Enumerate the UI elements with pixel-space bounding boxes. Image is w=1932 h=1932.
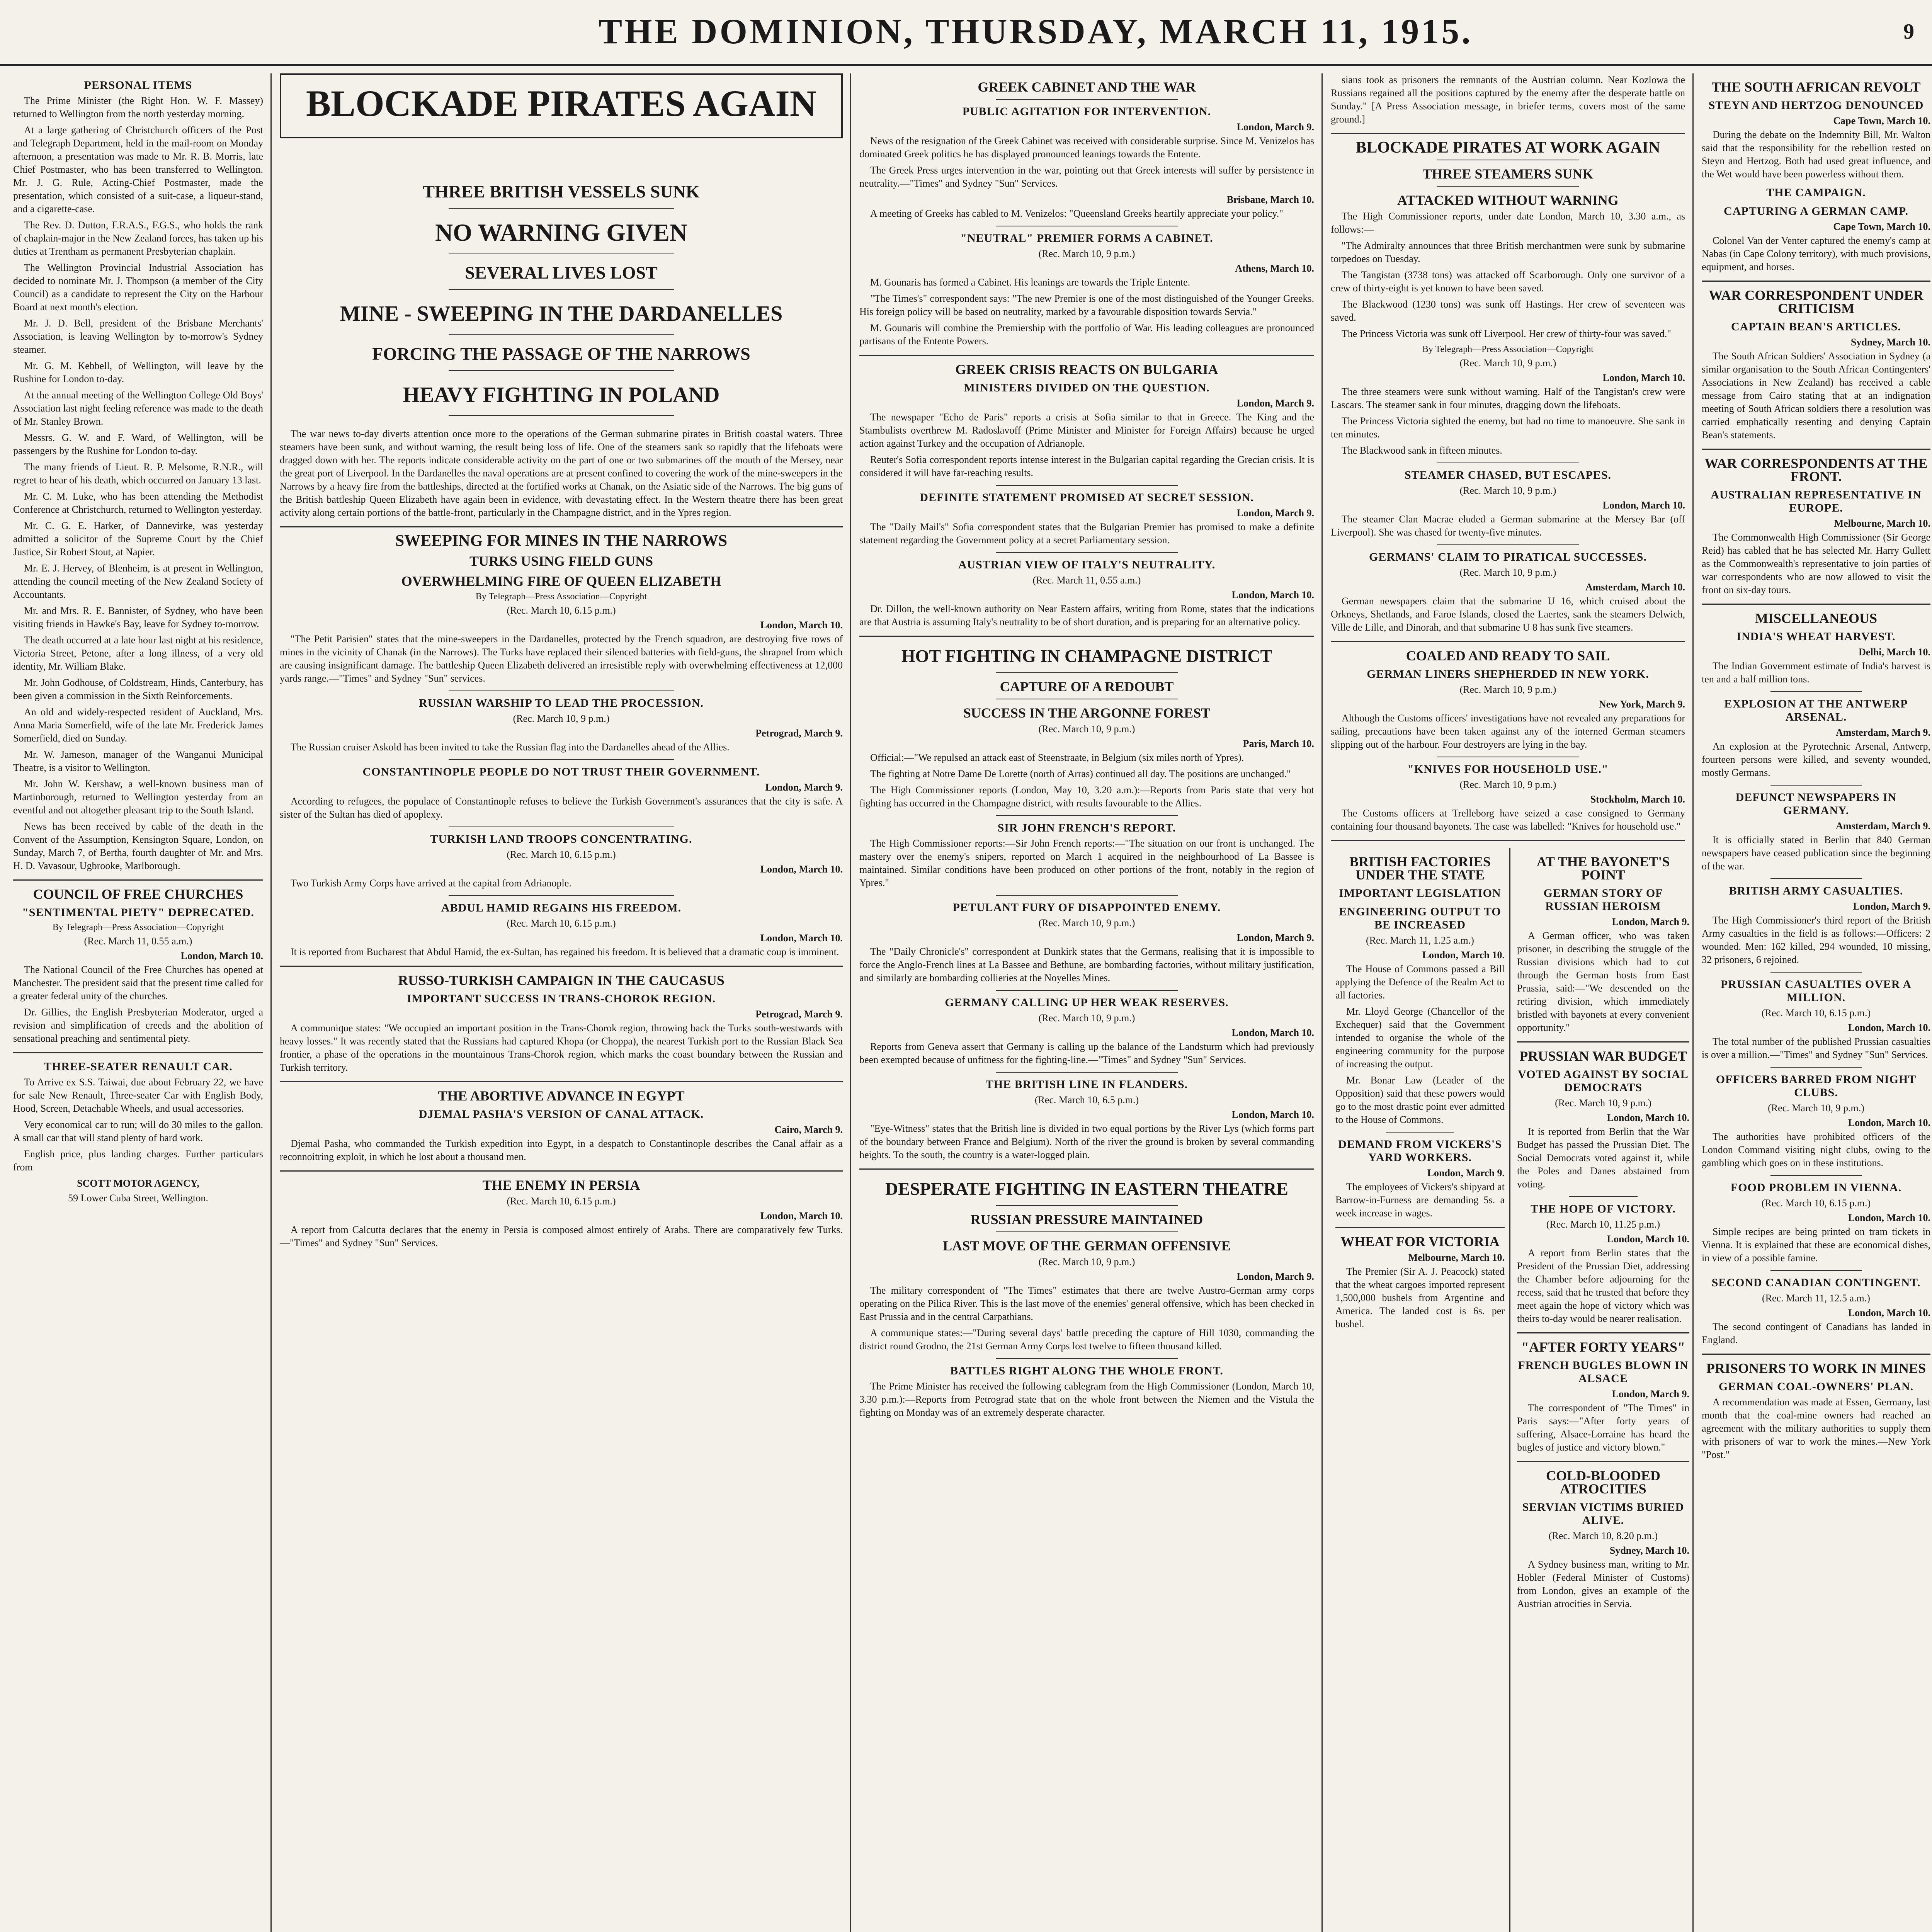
dateline: (Rec. March 10, 9 p.m.) bbox=[1038, 917, 1135, 929]
paragraph: Mr. C. M. Luke, who has been attending the Methodist Conference at Christchurch, returned to Wellington yesterday. bbox=[13, 491, 263, 515]
byline: By Telegraph—Press Association—Copyright bbox=[475, 592, 647, 602]
column-blockade bbox=[274, 73, 848, 1932]
sub-headline: NO WARNING GIVEN bbox=[435, 219, 688, 246]
sub-heading: SUCCESS IN THE ARGONNE FOREST bbox=[963, 705, 1211, 721]
sub-column-right bbox=[1512, 848, 1690, 1932]
dateline: (Rec. March 10, 9 p.m.) bbox=[1768, 1102, 1864, 1114]
ad-heading: THREE-SEATER RENAULT CAR. bbox=[44, 1060, 233, 1073]
article-body: The Princess Victoria was sunk off Liverpool. Her crew of thirty-four was saved." bbox=[1342, 328, 1671, 339]
section-heading: "AFTER FORTY YEARS" bbox=[1521, 1339, 1685, 1355]
item-heading: DEFINITE STATEMENT PROMISED AT SECRET SESSION. bbox=[920, 491, 1254, 504]
place-line: Stockholm, March 10. bbox=[1590, 794, 1685, 805]
section-heading: THE ABORTIVE ADVANCE IN EGYPT bbox=[438, 1088, 685, 1104]
column-rule bbox=[850, 73, 851, 1932]
paragraph: To Arrive ex S.S. Taiwai, due about February 22, we have for sale New Renault, Three-seater Car with English Body, Hood, Screen, Detachable Wheels, and usual accessories. bbox=[13, 1077, 263, 1114]
place-line: London, March 10. bbox=[760, 864, 843, 875]
article-body: It is officially stated in Berlin that 840 German newspapers have ceased publication since the beginning of the war. bbox=[1702, 834, 1930, 872]
paragraph: Mr. G. M. Kebbell, of Wellington, will leave by the Rushine for London to-day. bbox=[13, 360, 263, 384]
article-body: The Premier (Sir A. J. Peacock) stated that the wheat cargoes imported represent 1,500,000 bushels from Argentine and America. The landed cost is 6s. per bushel. bbox=[1335, 1266, 1505, 1330]
paragraph: Mr. C. G. E. Harker, of Dannevirke, was yesterday admitted a solicitor of the Supreme Court by the Chief Justice, Sir Robert Stout, at Napier. bbox=[13, 520, 263, 558]
section-heading: THE SOUTH AFRICAN REVOLT bbox=[1711, 79, 1921, 95]
article-body: A meeting of Greeks has cabled to M. Venizelos: "Queensland Greeks heartily appreciate your policy." bbox=[870, 208, 1283, 219]
item-heading: DEMAND FROM VICKERS'S YARD WORKERS. bbox=[1338, 1138, 1502, 1164]
section-heading: PRUSSIAN WAR BUDGET bbox=[1519, 1048, 1687, 1064]
place-line: London, March 10. bbox=[1422, 949, 1505, 961]
article-body: German newspapers claim that the submarine U 16, which cruised about the Orkneys, Shetlands, and Faroe Islands, closed the Laertes, sank the steamers Delwich, Ville de Lille, and Dinorah, and that submarine U 8 has sunk five steamers. bbox=[1331, 595, 1685, 633]
place-line: London, March 10. bbox=[1231, 589, 1314, 600]
dateline: (Rec. March 10, 9 p.m.) bbox=[1555, 1097, 1651, 1109]
paragraph: Mr. J. D. Bell, president of the Brisbane Merchants' Association, is leaving Wellington by to-morrow's Sydney steamer. bbox=[13, 318, 263, 355]
item-heading: INDIA'S WHEAT HARVEST. bbox=[1736, 630, 1896, 643]
sub-heading: IMPORTANT SUCCESS IN TRANS-CHOROK REGION. bbox=[406, 992, 716, 1005]
dateline: (Rec. March 10, 9 p.m.) bbox=[1038, 1012, 1135, 1024]
sub-heading: CAPTURING A GERMAN CAMP. bbox=[1724, 205, 1908, 218]
section-heading: PERSONAL ITEMS bbox=[84, 79, 192, 92]
sub-heading: DJEMAL PASHA'S VERSION OF CANAL ATTACK. bbox=[418, 1108, 704, 1121]
article-body: The three steamers were sunk without warning. Half of the Tangistan's crew were Lascars. The steamer sank in four minutes, dragging down the lifeboats. bbox=[1331, 386, 1685, 410]
article-body: The High Commissioner reports (London, May 10, 3.20 a.m.):—Reports from Paris state that very hot fighting has occurred in the Champagne district, with results favourable to the Allies. bbox=[859, 784, 1314, 809]
place-line: London, March 9. bbox=[1236, 121, 1314, 133]
paragraph: Mr. and Mrs. R. E. Bannister, of Sydney, who have been visiting friends in Hawke's Bay, leave for Sydney to-morrow. bbox=[13, 605, 263, 629]
item-heading: GERMANS' CLAIM TO PIRATICAL SUCCESSES. bbox=[1369, 551, 1647, 563]
article-body: The High Commissioner's third report of the British Army casualties in the field is as follows:—Officers: 2 wounded. Men: 162 killed, 294 wounded, 10 missing, 32 prisoners, 6 rejoined. bbox=[1702, 915, 1930, 965]
article-body: "The Admiralty announces that three British merchantmen were sunk by submarine torpedoes on Tuesday. bbox=[1331, 240, 1685, 264]
article-body: A communique states:—"During several days' battle preceding the capture of Hill 1030, commanding the district round Grodno, the 21st German Army Corps lost twelve to fifteen thousand killed. bbox=[859, 1327, 1314, 1352]
article-body: The total number of the published Prussian casualties is over a million.—"Times" and Sydney "Sun" Services. bbox=[1702, 1036, 1930, 1060]
article-body: Although the Customs officers' investigations have not revealed any preparations for sailing, precautions have been taken against any of the interned German steamers slipping out of the harbour. Four destroyers are lying in the bay. bbox=[1331, 713, 1685, 750]
place-line: London, March 10. bbox=[1848, 1212, 1930, 1223]
paragraph: At the annual meeting of the Wellington College Old Boys' Association last night feeling reference was made to the death of Mr. Stanley Brown. bbox=[13, 389, 263, 427]
place-line: Brisbane, March 10. bbox=[1226, 194, 1314, 205]
place-line: London, March 10. bbox=[1607, 1112, 1689, 1123]
item-heading: OFFICERS BARRED FROM NIGHT CLUBS. bbox=[1716, 1073, 1917, 1099]
column-rule bbox=[1692, 73, 1694, 1932]
place-line: London, March 9. bbox=[1427, 1167, 1505, 1179]
article-body: It is reported from Bucharest that Abdul Hamid, the ex-Sultan, has regained his freedom. It is believed that a dramatic coup is imminent. bbox=[291, 946, 839, 957]
advertisement bbox=[13, 1076, 263, 1174]
place-line: Cape Town, March 10. bbox=[1833, 221, 1930, 232]
article-body: M. Gounaris will combine the Premiership with the portfolio of War. His leading colleagues are pronounced partisans of the Entente Powers. bbox=[859, 322, 1314, 347]
sub-heading: AUSTRALIAN REPRESENTATIVE IN EUROPE. bbox=[1711, 488, 1922, 514]
item-heading: BRITISH ARMY CASUALTIES. bbox=[1729, 884, 1903, 897]
article-body: The employees of Vickers's shipyard at Barrow-in-Furness are demanding 5s. a week increase in wages. bbox=[1335, 1181, 1505, 1219]
article-body: The newspaper "Echo de Paris" reports a crisis at Sofia similar to that in Greece. The King and the Stambulists overthrew M. Radoslavoff (Prime Minister and Minister for Foreign Affairs) because he urged action against Turkey and the occupation of Adrianople. bbox=[859, 412, 1314, 449]
sub-heading: CAPTURE OF A REDOUBT bbox=[1000, 679, 1174, 694]
section-heading: GREEK CRISIS REACTS ON BULGARIA bbox=[955, 362, 1218, 377]
item-heading: THE CAMPAIGN. bbox=[1766, 186, 1866, 199]
paragraph: Messrs. G. W. and F. Ward, of Wellington, will be passengers by the Rushine for London to-day. bbox=[13, 432, 263, 456]
place-line: London, March 9. bbox=[1236, 507, 1314, 519]
article-body: Simple recipes are being printed on tram tickets in Vienna. It is explained that these are economical dishes, in view of a possible famine. bbox=[1702, 1226, 1930, 1264]
paragraph: The death occurred at a late hour last night at his residence, Victoria Street, Petone, after a long illness, of a very old identity, Mr. William Blake. bbox=[13, 634, 263, 672]
column-personal bbox=[8, 73, 269, 1932]
dateline: (Rec. March 10, 11.25 p.m.) bbox=[1546, 1219, 1660, 1230]
paragraph: English price, plus landing charges. Further particulars from bbox=[13, 1148, 263, 1173]
place-line: Amsterdam, March 9. bbox=[1835, 820, 1930, 832]
section-heading: BLOCKADE PIRATES AT WORK AGAIN bbox=[1355, 139, 1660, 156]
sub-headline: FORCING THE PASSAGE OF THE NARROWS bbox=[372, 344, 750, 364]
sub-heading: PUBLIC AGITATION FOR INTERVENTION. bbox=[962, 105, 1211, 118]
byline: By Telegraph—Press Association—Copyright bbox=[1422, 344, 1594, 354]
place-line: London, March 10. bbox=[1848, 1022, 1930, 1033]
section-heading: COALED AND READY TO SAIL bbox=[1406, 648, 1610, 663]
paragraph: The Wellington Provincial Industrial Association has decided to nominate Mr. J. Thompson (a member of the City Council) as a candidate to represent the City on the Harbour Board at next month's election. bbox=[13, 262, 263, 313]
place-line: Cape Town, March 10. bbox=[1833, 115, 1930, 126]
article-body: A report from Calcutta declares that the enemy in Persia is composed almost entirely of Arabs. There are comparatively few Turks.—"Times" and Sydney "Sun" Services. bbox=[280, 1224, 843, 1248]
dateline: (Rec. March 10, 9 p.m.) bbox=[1038, 1256, 1135, 1267]
article-body: The Commonwealth High Commissioner (Sir George Reid) has cabled that he has selected Mr. Harry Gullett as the Commonwealth's representative to join parties of war correspondents who are now allowed to visit the front on six-day tours. bbox=[1702, 532, 1930, 595]
section-heading: MISCELLANEOUS bbox=[1755, 611, 1878, 626]
article-body: The Customs officers at Trelleborg have seized a case consigned to Germany containing four thousand bayonets. The case was labelled: "Knives for household use." bbox=[1331, 808, 1685, 832]
article-body: Official:—"We repulsed an attack east of Steenstraate, in Belgium (six miles north of Ypres). bbox=[870, 752, 1244, 763]
paragraph: Mr. W. Jameson, manager of the Wanganui Municipal Theatre, is a visitor to Wellington. bbox=[13, 749, 263, 773]
paragraph: The Rev. D. Dutton, F.R.A.S., F.G.S., who holds the rank of chaplain-major in the New Zealand forces, has taken up his duties at Trentham as permanent Presbyterian chaplain. bbox=[13, 219, 263, 257]
sub-heading: THREE STEAMERS SUNK bbox=[1422, 166, 1594, 182]
paragraph: At a large gathering of Christchurch officers of the Post and Telegraph Department, held in the mail-room on Monday afternoon, a presentation was made to Mr. R. B. Morris, late Chief Postmaster, who has been transferred to Wellington. Mr. J. G. Rule, Acting-Chief Postmaster, made the presentation, which consisted of a suit-case, a liqueur-stand, and a cigarette-case. bbox=[13, 124, 263, 214]
section-heading: COUNCIL OF FREE CHURCHES bbox=[33, 886, 243, 902]
article-body: The "Daily Chronicle's" correspondent at Dunkirk states that the Germans, realising that it is impossible to force the Anglo-French lines at La Bassee and Bethune, are bombarding factories, without military justification, and similarly are bombarding collieries at the Noyelles Mines. bbox=[859, 946, 1314, 983]
article-body: The correspondent of "The Times" in Paris says:—"After forty years of suffering, Alsace-Lorraine has heard the bugles of justice and victory blown." bbox=[1517, 1402, 1689, 1453]
item-heading: RUSSIAN WARSHIP TO LEAD THE PROCESSION. bbox=[419, 697, 704, 709]
article-body: The Prime Minister has received the following cablegram from the High Commissioner (London, March 10, 3.30 p.m.):—Reports from Petrograd state that on the whole front between the Niemen and the Vistula the fighting on Monday was of an extremely desperate character. bbox=[859, 1381, 1314, 1418]
dateline: (Rec. March 10, 6.15 p.m.) bbox=[1761, 1197, 1871, 1209]
item-heading: SECOND CANADIAN CONTINGENT. bbox=[1711, 1276, 1921, 1289]
sub-heading: RUSSIAN PRESSURE MAINTAINED bbox=[970, 1212, 1203, 1227]
sub-heading: VOTED AGAINST BY SOCIAL DEMOCRATS bbox=[1518, 1068, 1689, 1094]
dateline: (Rec. March 10, 9 p.m.) bbox=[1038, 248, 1135, 259]
sub-headline: MINE - SWEEPING IN THE DARDANELLES bbox=[340, 302, 783, 326]
place-line: London, March 10. bbox=[1848, 1307, 1930, 1318]
paragraph: News has been received by cable of the death in the Convent of the Assumption, Kensington Square, London, on Sunday, March 7, of Bertha, fourth daughter of Mr. and Mrs. H. D. Vavasour, Ugbrooke, Marlborough. bbox=[13, 821, 263, 871]
article-body: The Indian Government estimate of India's harvest is ten and a half million tons. bbox=[1702, 660, 1930, 685]
ad-address: 59 Lower Cuba Street, Wellington. bbox=[68, 1192, 208, 1204]
paragraph: Mr. E. J. Hervey, of Blenheim, is at present in Wellington, attending the council meeting of the New Zealand Society of Accountants. bbox=[13, 563, 263, 600]
place-line: London, March 10. bbox=[1231, 1027, 1314, 1038]
section-heading: AT THE BAYONET'S POINT bbox=[1536, 854, 1670, 883]
article-body: Dr. Dillon, the well-known authority on Near Eastern affairs, writing from Rome, states that the indications are that Austria is assuming Italy's neutrality to be of short duration, and is preparing for an alternative policy. bbox=[859, 603, 1314, 628]
place-line: London, March 9. bbox=[765, 782, 843, 793]
article-body: The "Daily Mail's" Sofia correspondent states that the Bulgarian Premier has promised to make a definite statement regarding the Government policy at a secret Parliamentary session. bbox=[859, 521, 1314, 546]
place-line: London, March 9. bbox=[1236, 932, 1314, 943]
article-body: A German officer, who was taken prisoner, in describing the struggle of the Russian divisions which had to cut through the German hosts from East Prussia, said:—"We descended on the retiring division, which immediately bristled with bayonets at every convenient opportunity." bbox=[1517, 930, 1689, 1033]
dateline: (Rec. March 11, 0.55 a.m.) bbox=[84, 935, 192, 947]
item-heading: TURKISH LAND TROOPS CONCENTRATING. bbox=[430, 833, 692, 845]
sub-headline: SEVERAL LIVES LOST bbox=[465, 263, 658, 282]
sub-heading: ATTACKED WITHOUT WARNING bbox=[1397, 192, 1619, 208]
dateline: (Rec. March 10, 6.15 p.m.) bbox=[507, 918, 616, 929]
sub-heading: SERVIAN VICTIMS BURIED ALIVE. bbox=[1522, 1501, 1684, 1527]
article-body: An explosion at the Pyrotechnic Arsenal, Antwerp, fourteen persons were killed, and seventy wounded, mostly Germans. bbox=[1702, 741, 1930, 778]
sub-heading: MINISTERS DIVIDED ON THE QUESTION. bbox=[964, 381, 1210, 394]
article-body: Reports from Geneva assert that Germany is calling up the balance of the Landsturm which had previously been exempted because of unfitness for the fighting-line.—"Times" and Sydney "Sun" Services. bbox=[859, 1041, 1314, 1065]
column-misc bbox=[1696, 73, 1932, 1932]
article-body: A report from Berlin states that the President of the Prussian Diet, addressing the Chamber before adjourning for the recess, said that he trusted that before they meet again the hope of victory which was theirs to-day would be nearer realisation. bbox=[1517, 1247, 1689, 1324]
paragraph: Dr. Gillies, the English Presbyterian Moderator, urged a revision and simplification of creeds and the abolition of sensational preaching and sentimental piety. bbox=[13, 1007, 263, 1044]
sub-heading: GERMAN STORY OF RUSSIAN HEROISM bbox=[1543, 887, 1663, 913]
place-line: Petrograd, March 9. bbox=[755, 728, 843, 739]
place-line: London, March 9. bbox=[1612, 1388, 1689, 1400]
item-heading: "KNIVES FOR HOUSEHOLD USE." bbox=[1407, 763, 1609, 776]
place-line: London, March 9. bbox=[1612, 916, 1689, 927]
article-body: The House of Commons passed a Bill applying the Defence of the Realm Act to all factories. bbox=[1335, 963, 1505, 1001]
article-body: The Blackwood (1230 tons) was sunk off Hastings. Her crew of seventeen was saved. bbox=[1331, 299, 1685, 323]
article-body: A Sydney business man, writing to Mr. Hobler (Federal Minister of Customs) from London, gives an example of the Austrian atrocities in Servia. bbox=[1517, 1559, 1689, 1609]
page-number: 9 bbox=[1903, 20, 1914, 44]
section-heading: WAR CORRESPONDENTS AT THE FRONT. bbox=[1704, 456, 1928, 484]
place-line: London, March 9. bbox=[1236, 398, 1314, 409]
article-body: The fighting at Notre Dame De Lorette (north of Arras) continued all day. The positions are unchanged." bbox=[870, 768, 1291, 779]
dateline: (Rec. March 10, 6.15 p.m.) bbox=[507, 849, 616, 860]
article-body: "The Petit Parisien" states that the mine-sweepers in the Dardanelles, protected by the French squadron, are destroying five rows of mines in the vicinity of Chanak (in the Narrows). The Turks have replaced their silenced batteries with field-guns, the shrapnel from which are causing insignificant damage. The battleship Queen Elizabeth delivered an irresistible reply with overwhelming effectiveness at 12,000 yards range.—"Times" and Sydney "Sun" services. bbox=[280, 633, 843, 684]
item-heading: THE HOPE OF VICTORY. bbox=[1531, 1202, 1676, 1215]
paragraph: Very economical car to run; will do 30 miles to the gallon. A small car that will stand plenty of hard work. bbox=[13, 1119, 263, 1143]
dateline: (Rec. March 11, 12.5 a.m.) bbox=[1762, 1293, 1870, 1304]
place-line: London, March 10. bbox=[1231, 1109, 1314, 1120]
article-body: Mr. Bonar Law (Leader of the Opposition) said that these powers would go to the most drastic point ever admitted to the House of Commons. bbox=[1335, 1075, 1505, 1125]
dateline: (Rec. March 10, 8.20 p.m.) bbox=[1548, 1530, 1658, 1541]
place-line: London, March 9. bbox=[1853, 901, 1930, 912]
item-heading: CONSTANTINOPLE PEOPLE DO NOT TRUST THEIR GOVERNMENT. bbox=[362, 765, 760, 778]
dateline: (Rec. March 10, 6.5 p.m.) bbox=[1034, 1094, 1139, 1105]
ad-company: SCOTT MOTOR AGENCY, bbox=[77, 1178, 199, 1189]
paragraph: The Prime Minister (the Right Hon. W. F. Massey) returned to Wellington from the north yesterday morning. bbox=[13, 95, 263, 119]
article-body: The Russian cruiser Askold has been invited to take the Russian flag into the Dardanelles ahead of the Allies. bbox=[291, 742, 730, 753]
section-heading: SWEEPING FOR MINES IN THE NARROWS bbox=[395, 532, 728, 550]
article-body: The steamer Clan Macrae eluded a German submarine at the Mersey Bar (off Liverpool). She was chased for twenty-five minutes. bbox=[1331, 514, 1685, 538]
sub-heading: FRENCH BUGLES BLOWN IN ALSACE bbox=[1518, 1359, 1689, 1385]
article-body: The Greek Press urges intervention in the war, pointing out that Greek interests will suffer by persistence in neutrality.—"Times" and Sydney "Sun" Services. bbox=[859, 165, 1314, 189]
masthead-title: THE DOMINION, THURSDAY, MARCH 11, 1915. bbox=[598, 12, 1473, 51]
place-line: Amsterdam, March 9. bbox=[1835, 727, 1930, 738]
paragraph: The National Council of the Free Churches has opened at Manchester. The president said that the present time called for a greater federal unity of the churches. bbox=[13, 964, 263, 1002]
article-body: The Blackwood sank in fifteen minutes. bbox=[1342, 445, 1502, 456]
dateline: (Rec. March 10, 9 p.m.) bbox=[1459, 779, 1556, 790]
place-line: London, March 10. bbox=[1607, 1233, 1689, 1245]
section-heading: RUSSO-TURKISH CAMPAIGN IN THE CAUCASUS bbox=[398, 973, 724, 988]
paragraph: The many friends of Lieut. R. P. Melsome, R.N.R., will regret to hear of his death, which occurred on January 13 last. bbox=[13, 461, 263, 486]
article-body: News of the resignation of the Greek Cabinet was received with considerable surprise. Since M. Venizelos has dominated Greek politics he has displayed pronounced leanings towards the Entente. bbox=[859, 135, 1314, 160]
sub-heading: CAPTAIN BEAN'S ARTICLES. bbox=[1731, 320, 1901, 333]
sub-heading: STEYN AND HERTZOG DENOUNCED bbox=[1708, 99, 1924, 112]
dateline: (Rec. March 11, 1.25 a.m.) bbox=[1366, 935, 1474, 946]
place-line: Melbourne, March 10. bbox=[1834, 518, 1930, 529]
article-body: A communique states: "We occupied an important position in the Trans-Chorok region, throwing back the Turks south-westwards with heavy losses." It was recently stated that the Russians had captured Khopa (or Choppa), the nearest Turkish port to the Russian Black Sea frontier, a phase of the operations in the mountainous Trans-Chorok region, which marks the coast boundary between the Russian and Turkish territory. bbox=[280, 1022, 843, 1073]
place-line: London, March 9. bbox=[1236, 1271, 1314, 1282]
article-body: During the debate on the Indemnity Bill, Mr. Walton said that the responsibility for the rebellion rested on Steyn and Hertzog. Both had used great influence, and the Wet would have been powerless without them. bbox=[1702, 129, 1930, 180]
sub-heading: GERMAN LINERS SHEPHERDED IN NEW YORK. bbox=[1367, 668, 1649, 680]
place-line: Petrograd, March 9. bbox=[755, 1009, 843, 1020]
article-body: "The Times's" correspondent says: "The new Premier is one of the most distinguished of the Younger Greeks. His foreign policy will be based on neutrality, marked by a favourable disposition towards Servia." bbox=[859, 293, 1314, 317]
item-heading: DEFUNCT NEWSPAPERS IN GERMANY. bbox=[1735, 791, 1897, 817]
article-body: The South African Soldiers' Association in Sydney (a similar organisation to the South African Contingenters' Associations in New Zealand) has received a cable message from Cairo stating that at an indignation meeting of South African soldiers there a resolution was carried emphatically resenting and denying Captain Bean's statements. bbox=[1702, 350, 1930, 440]
item-heading: AUSTRIAN VIEW OF ITALY'S NEUTRALITY. bbox=[958, 558, 1216, 571]
lead-article: The war news to-day diverts attention once more to the operations of the German submarine pirates in British coastal waters. Three steamers have been sunk, and without warning, the result being loss of life. One of the steamers sank so rapidly that the lifeboats were dragged down with her. The reports indicate considerable activity on the part of one or two submarines off the mouth of the Mersey, near the great port of Liverpool. In the Dardanelles the naval operations are at present confined to covering the work of the mine-sweepers in the Narrows by a heavy fire from the battleships, directed at the fortified works at Chanak, on the Asiatic side of the Narrows. The big guns of the British battleship Queen Elizabeth have again been in evidence, with devastating effect. In the Western theatre there has been great activity along certain portions of the battle-front, particularly in the Champagne district, and in the Ypres region. bbox=[280, 428, 843, 518]
dateline: (Rec. March 10, 9 p.m.) bbox=[513, 713, 610, 724]
dateline: (Rec. March 10, 6.15 p.m.) bbox=[507, 605, 616, 616]
paragraph: Mr. John Godhouse, of Coldstream, Hinds, Canterbury, has been given a commission in the Sixth Reinforcements. bbox=[13, 677, 263, 701]
dateline: (Rec. March 10, 9 p.m.) bbox=[1459, 684, 1556, 695]
section-heading: COLD-BLOODED ATROCITIES bbox=[1546, 1468, 1661, 1497]
column-greek-western bbox=[854, 73, 1320, 1932]
dateline: (Rec. March 11, 0.55 a.m.) bbox=[1032, 575, 1141, 586]
article-body: Two Turkish Army Corps have arrived at the capital from Adrianople. bbox=[291, 878, 571, 889]
sub-heading: GERMAN COAL-OWNERS' PLAN. bbox=[1718, 1380, 1914, 1393]
article-body: According to refugees, the populace of Constantinople refuses to believe the Turkish Government's assurances that the city is safe. A sister of the Sultan has died of apoplexy. bbox=[280, 796, 843, 820]
place-line: London, March 10. bbox=[180, 950, 263, 961]
dateline: (Rec. March 10, 6.15 p.m.) bbox=[507, 1196, 616, 1207]
sub-heading: LAST MOVE OF THE GERMAN OFFENSIVE bbox=[943, 1238, 1231, 1253]
item-heading: PRUSSIAN CASUALTIES OVER A MILLION. bbox=[1720, 978, 1912, 1004]
place-line: London, March 10. bbox=[760, 619, 843, 631]
item-heading: PETULANT FURY OF DISAPPOINTED ENEMY. bbox=[952, 901, 1221, 914]
place-line: Athens, March 10. bbox=[1235, 263, 1314, 274]
split-columns bbox=[1331, 848, 1689, 1932]
place-line: Paris, March 10. bbox=[1243, 738, 1314, 749]
dateline: (Rec. March 10, 9 p.m.) bbox=[1459, 357, 1556, 369]
place-line: Melbourne, March 10. bbox=[1408, 1252, 1505, 1263]
place-line: London, March 10. bbox=[1602, 500, 1685, 511]
article-body: The High Commissioner reports:—Sir John French reports:—"The situation on our front is unchanged. The mastery over the enemy's snipers, reported on March 1 acquired in the neighbourhood of La Bassee is maintained. Similar conditions have been produced on other portions of the front, notably in the region of Ypres." bbox=[859, 838, 1314, 888]
item-heading: BATTLES RIGHT ALONG THE WHOLE FRONT. bbox=[950, 1364, 1223, 1377]
article-body: "Eye-Witness" states that the British line is divided in two equal portions by the River Lys (which forms part of the boundary between France and Belgium). North of the river the ground is broken by several commanding heights. To the south, the country is a water-logged plain. bbox=[859, 1123, 1314, 1160]
headline: BLOCKADE PIRATES AGAIN bbox=[306, 83, 817, 124]
article-body: The second contingent of Canadians has landed in England. bbox=[1702, 1321, 1930, 1345]
sub-heading: IMPORTANT LEGISLATION bbox=[1339, 887, 1501, 900]
sub-headline: THREE BRITISH VESSELS SUNK bbox=[423, 182, 700, 201]
byline: By Telegraph—Press Association—Copyright bbox=[52, 922, 224, 932]
article-body: A recommendation was made at Essen, Germany, last month that the coal-mine owners had reached an agreement with the military authorities to supply them with prisoners of war to work the mines.—New York "Post." bbox=[1702, 1396, 1930, 1460]
place-line: Sydney, March 10. bbox=[1609, 1545, 1689, 1556]
item-heading: "NEUTRAL" PREMIER FORMS A CABINET. bbox=[960, 232, 1213, 245]
place-line: Delhi, March 10. bbox=[1859, 646, 1930, 658]
place-line: London, March 10. bbox=[1602, 372, 1685, 383]
item-heading: THE BRITISH LINE IN FLANDERS. bbox=[985, 1078, 1188, 1091]
section-heading: THE ENEMY IN PERSIA bbox=[482, 1177, 640, 1193]
article-body: Colonel Van der Venter captured the enemy's camp at Nabas (in Cape Colony territory), with much provisions, equipment, and horses. bbox=[1702, 235, 1930, 272]
article-body: The Princess Victoria sighted the enemy, but had no time to manoeuvre. She sank in ten minutes. bbox=[1331, 415, 1685, 440]
column-rule bbox=[1321, 73, 1323, 1932]
item-heading: SIR JOHN FRENCH'S REPORT. bbox=[997, 821, 1176, 834]
sub-heading: ENGINEERING OUTPUT TO BE INCREASED bbox=[1339, 905, 1501, 931]
section-heading: HOT FIGHTING IN CHAMPAGNE DISTRICT bbox=[901, 646, 1272, 666]
sub-headline: HEAVY FIGHTING IN POLAND bbox=[403, 383, 720, 407]
place-line: London, March 10. bbox=[760, 1210, 843, 1221]
sub-heading: "SENTIMENTAL PIETY" DEPRECATED. bbox=[22, 906, 254, 919]
article-body: The military correspondent of "The Times" estimates that there are twelve Austro-German army corps operating on the Pilica River. This is the last move of the enemies' general offensive, which has been checked in East Prussia and in the central Carpathians. bbox=[859, 1285, 1314, 1322]
article-body: The High Commissioner reports, under date London, March 10, 3.30 a.m., as follows:— bbox=[1331, 211, 1685, 235]
dateline: (Rec. March 10, 9 p.m.) bbox=[1459, 567, 1556, 578]
section-heading: PRISONERS TO WORK IN MINES bbox=[1706, 1361, 1926, 1376]
article-body: M. Gounaris has formed a Cabinet. His leanings are towards the Triple Entente. bbox=[870, 277, 1190, 288]
place-line: London, March 10. bbox=[760, 932, 843, 944]
item-heading: STEAMER CHASED, BUT ESCAPES. bbox=[1404, 469, 1612, 481]
column-pirates bbox=[1325, 73, 1690, 1932]
place-line: Amsterdam, March 10. bbox=[1585, 582, 1685, 593]
council-article bbox=[13, 963, 263, 1045]
article-body: It is reported from Berlin that the War Budget has passed the Prussian Diet. The Social Democrats voted against it, while the Poles and Danes abstained from voting. bbox=[1517, 1126, 1689, 1190]
personal-items bbox=[13, 94, 263, 872]
sub-heading: TURKS USING FIELD GUNS bbox=[469, 553, 653, 569]
article-body: The Tangistan (3738 tons) was attacked off Scarborough. Only one survivor of a crew of thirty-eight is yet known to have been saved. bbox=[1331, 269, 1685, 294]
place-line: London, March 10. bbox=[1848, 1117, 1930, 1128]
place-line: Sydney, March 10. bbox=[1850, 337, 1930, 348]
item-heading: GERMANY CALLING UP HER WEAK RESERVES. bbox=[945, 996, 1229, 1009]
sub-heading: OVERWHELMING FIRE OF QUEEN ELIZABETH bbox=[401, 573, 721, 589]
place-line: Cairo, March 9. bbox=[774, 1124, 843, 1135]
section-heading: WAR CORRESPONDENT UNDER CRITICISM bbox=[1709, 287, 1923, 316]
dateline: (Rec. March 10, 6.15 p.m.) bbox=[1761, 1007, 1871, 1019]
dateline: (Rec. March 10, 9 p.m.) bbox=[1459, 485, 1556, 496]
sub-column-left bbox=[1331, 848, 1510, 1932]
section-heading: WHEAT FOR VICTORIA bbox=[1340, 1234, 1500, 1249]
column-rule bbox=[270, 73, 272, 1932]
section-heading: GREEK CABINET AND THE WAR bbox=[978, 79, 1196, 95]
item-heading: ABDUL HAMID REGAINS HIS FREEDOM. bbox=[441, 901, 682, 914]
item-heading: EXPLOSION AT THE ANTWERP ARSENAL. bbox=[1724, 697, 1908, 723]
paragraph: An old and widely-respected resident of Auckland, Mrs. Anna Maria Somerfield, wife of the late Mr. Frederick James Somerfield, died on Sunday. bbox=[13, 706, 263, 744]
article-body: sians took as prisoners the remnants of the Austrian column. Near Kozlowa the Russians regained all the positions captured by the enemy after the desperate battle on Sunday." [A Press Association message, in briefer terms, covers most of the same ground.] bbox=[1331, 74, 1685, 125]
dateline: (Rec. March 10, 9 p.m.) bbox=[1038, 723, 1135, 735]
section-heading: DESPERATE FIGHTING IN EASTERN THEATRE bbox=[885, 1179, 1288, 1199]
article-body: Mr. Lloyd George (Chancellor of the Exchequer) said that the Government intended to organise the whole of the engineering community for the purpose of increasing the output. bbox=[1335, 1006, 1505, 1070]
item-heading: FOOD PROBLEM IN VIENNA. bbox=[1730, 1181, 1902, 1194]
paragraph: Mr. John W. Kershaw, a well-known business man of Martinborough, returned to Wellington yesterday from an eventful and not altogether pleasant trip to the South Island. bbox=[13, 778, 263, 816]
masthead bbox=[0, 0, 1932, 66]
article-body: Djemal Pasha, who commanded the Turkish expedition into Egypt, in a despatch to Constantinople describes the Canal affair as a reconnoitring exploit, in which he lost about a thousand men. bbox=[280, 1138, 843, 1162]
section-heading: BRITISH FACTORIES UNDER THE STATE bbox=[1349, 854, 1491, 883]
article-body: The authorities have prohibited officers of the London Command visiting night clubs, owing to the gambling which goes on in these institutions. bbox=[1702, 1131, 1930, 1168]
article-body: Reuter's Sofia correspondent reports intense interest in the Bulgarian capital regarding the Grecian crisis. It is considered it will have far-reaching results. bbox=[859, 454, 1314, 478]
place-line: New York, March 9. bbox=[1599, 699, 1685, 710]
headline-box bbox=[280, 73, 843, 138]
